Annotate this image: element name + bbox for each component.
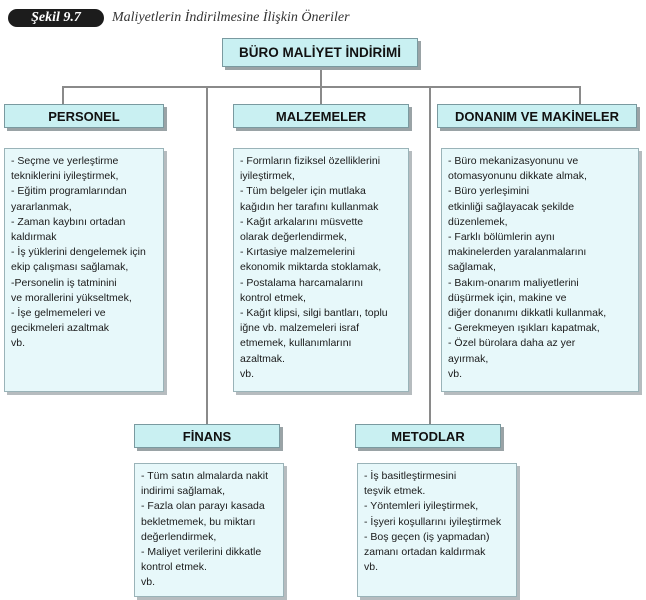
list-item: vb. (240, 367, 255, 380)
list-item: - İş yüklerini dengelemek için (11, 246, 146, 259)
list-item: bekletmemek, bu miktarı (141, 515, 256, 528)
list-item: - Kırtasiye malzemelerini (240, 246, 355, 259)
list-item: - Özel bürolara daha az yer (448, 337, 576, 350)
list-item: diğer donanımı dikkatli kullanmak, (448, 307, 607, 320)
list-item: sağlamak, (448, 261, 496, 274)
list-item: - Kağıt arkalarını müsvette (240, 215, 364, 228)
list-item: - Büro yerleşimini (448, 185, 530, 198)
list-item: vb. (448, 367, 463, 380)
list-item: - Seçme ve yerleştirme (11, 155, 119, 167)
list-item: - Boş geçen (iş yapmadan) (364, 530, 490, 543)
list-item: - Kağıt klipsi, silgi bantları, toplu (240, 307, 388, 320)
list-item: -Personelin iş tatminini (11, 276, 117, 289)
list-item: azaltmak. (240, 352, 285, 365)
connector-finans (206, 86, 208, 424)
root-box (222, 38, 418, 67)
donanim-content (441, 148, 639, 392)
list-item: olarak değerlendirmek, (240, 231, 347, 244)
list-item: - Yöntemleri iyileştirmek, (364, 500, 479, 513)
figure-label: Şekil 9.7 (8, 9, 104, 27)
list-item: düşürmek için, makine ve (448, 291, 567, 304)
list-item: - Tüm satın almalarda nakit (141, 470, 269, 482)
list-item: indirimi sağlamak, (141, 485, 226, 498)
donanim-title: DONANIM VE MAKİNELER (455, 108, 619, 124)
list-item: zamanı ortadan kaldırmak (364, 546, 486, 559)
list-item: - Maliyet verilerini dikkatle (141, 546, 262, 559)
list-item: ekonomik miktarda stoklamak, (240, 261, 382, 274)
list-item: iğne vb. malzemeleri israf (240, 322, 360, 335)
finans-title: FİNANS (182, 428, 232, 444)
list-item: - Formların fiziksel özelliklerini (240, 155, 381, 167)
list-item: etmemek, kullanımlarını (240, 337, 352, 350)
connector-root-down (320, 67, 322, 87)
list-item: - Zaman kaybını ortadan (11, 215, 126, 228)
list-item: - Postalama harcamalarını (240, 276, 364, 289)
list-item: vb. (141, 576, 156, 589)
metodlar-header (355, 424, 501, 448)
finans-content (134, 463, 284, 597)
donanim-list (448, 154, 632, 382)
list-item: vb. (364, 561, 379, 574)
list-item: değerlendirmek, (141, 530, 217, 543)
connector-donanim (579, 86, 581, 104)
list-item: otomasyonunu dikkate almak, (448, 170, 587, 183)
connector-metodlar (429, 86, 431, 424)
malzemeler-list (240, 154, 402, 382)
malzemeler-content (233, 148, 409, 392)
personel-content (4, 148, 164, 392)
list-item: - İşe gelmemeleri ve (11, 307, 106, 320)
malzemeler-title: MALZEMELER (275, 108, 367, 124)
root-title: BÜRO MALİYET İNDİRİMİ (239, 45, 401, 60)
personel-list (11, 154, 157, 352)
list-item: ayırmak, (448, 352, 489, 365)
finans-header (134, 424, 280, 448)
list-item: yararlanmak, (11, 200, 72, 213)
list-item: kaldırmak (11, 231, 57, 244)
list-item: iyileştirmek, (240, 170, 295, 183)
list-item: ekip çalışması sağlamak, (11, 261, 129, 274)
list-item: vb. (11, 337, 26, 350)
list-item: ve morallerini yükseltmek, (11, 291, 132, 304)
list-item: etkinliği sağlayacak şekilde (448, 200, 575, 213)
list-item: - İş basitleştirmesini (364, 470, 457, 482)
figure-caption: Maliyetlerin İndirilmesine İlişkin Öneriler (112, 10, 350, 25)
list-item: makinelerden yaralanmalarını (448, 246, 587, 259)
list-item: - Tüm belgeler için mutlaka (240, 185, 366, 198)
list-item: - Eğitim programlarından (11, 185, 127, 198)
list-item: - İşyeri koşullarını iyileştirmek (364, 515, 502, 528)
metodlar-list (364, 469, 510, 575)
personel-header (4, 104, 164, 128)
metodlar-title: METODLAR (391, 428, 465, 444)
list-item: kontrol etmek, (240, 291, 306, 304)
connector-malzemeler (320, 86, 322, 104)
connector-personel (62, 86, 64, 104)
personel-title: PERSONEL (48, 108, 120, 124)
list-item: - Gerekmeyen ışıkları kapatmak, (448, 322, 600, 335)
list-item: kontrol etmek. (141, 561, 207, 574)
list-item: düzenlemek, (448, 215, 508, 228)
list-item: - Büro mekanizasyonunu ve (448, 155, 579, 167)
list-item: gecikmeleri azaltmak (11, 322, 110, 335)
list-item: - Bakım-onarım maliyetlerini (448, 276, 579, 289)
list-item: kağıdın her tarafını kullanmak (240, 200, 379, 213)
donanim-header (437, 104, 637, 128)
list-item: - Fazla olan parayı kasada (141, 500, 265, 513)
malzemeler-header (233, 104, 409, 128)
list-item: tekniklerini iyileştirmek, (11, 170, 119, 183)
finans-list (141, 469, 277, 591)
list-item: teşvik etmek. (364, 485, 426, 498)
list-item: - Farklı bölümlerin aynı (448, 231, 555, 244)
metodlar-content (357, 463, 517, 597)
